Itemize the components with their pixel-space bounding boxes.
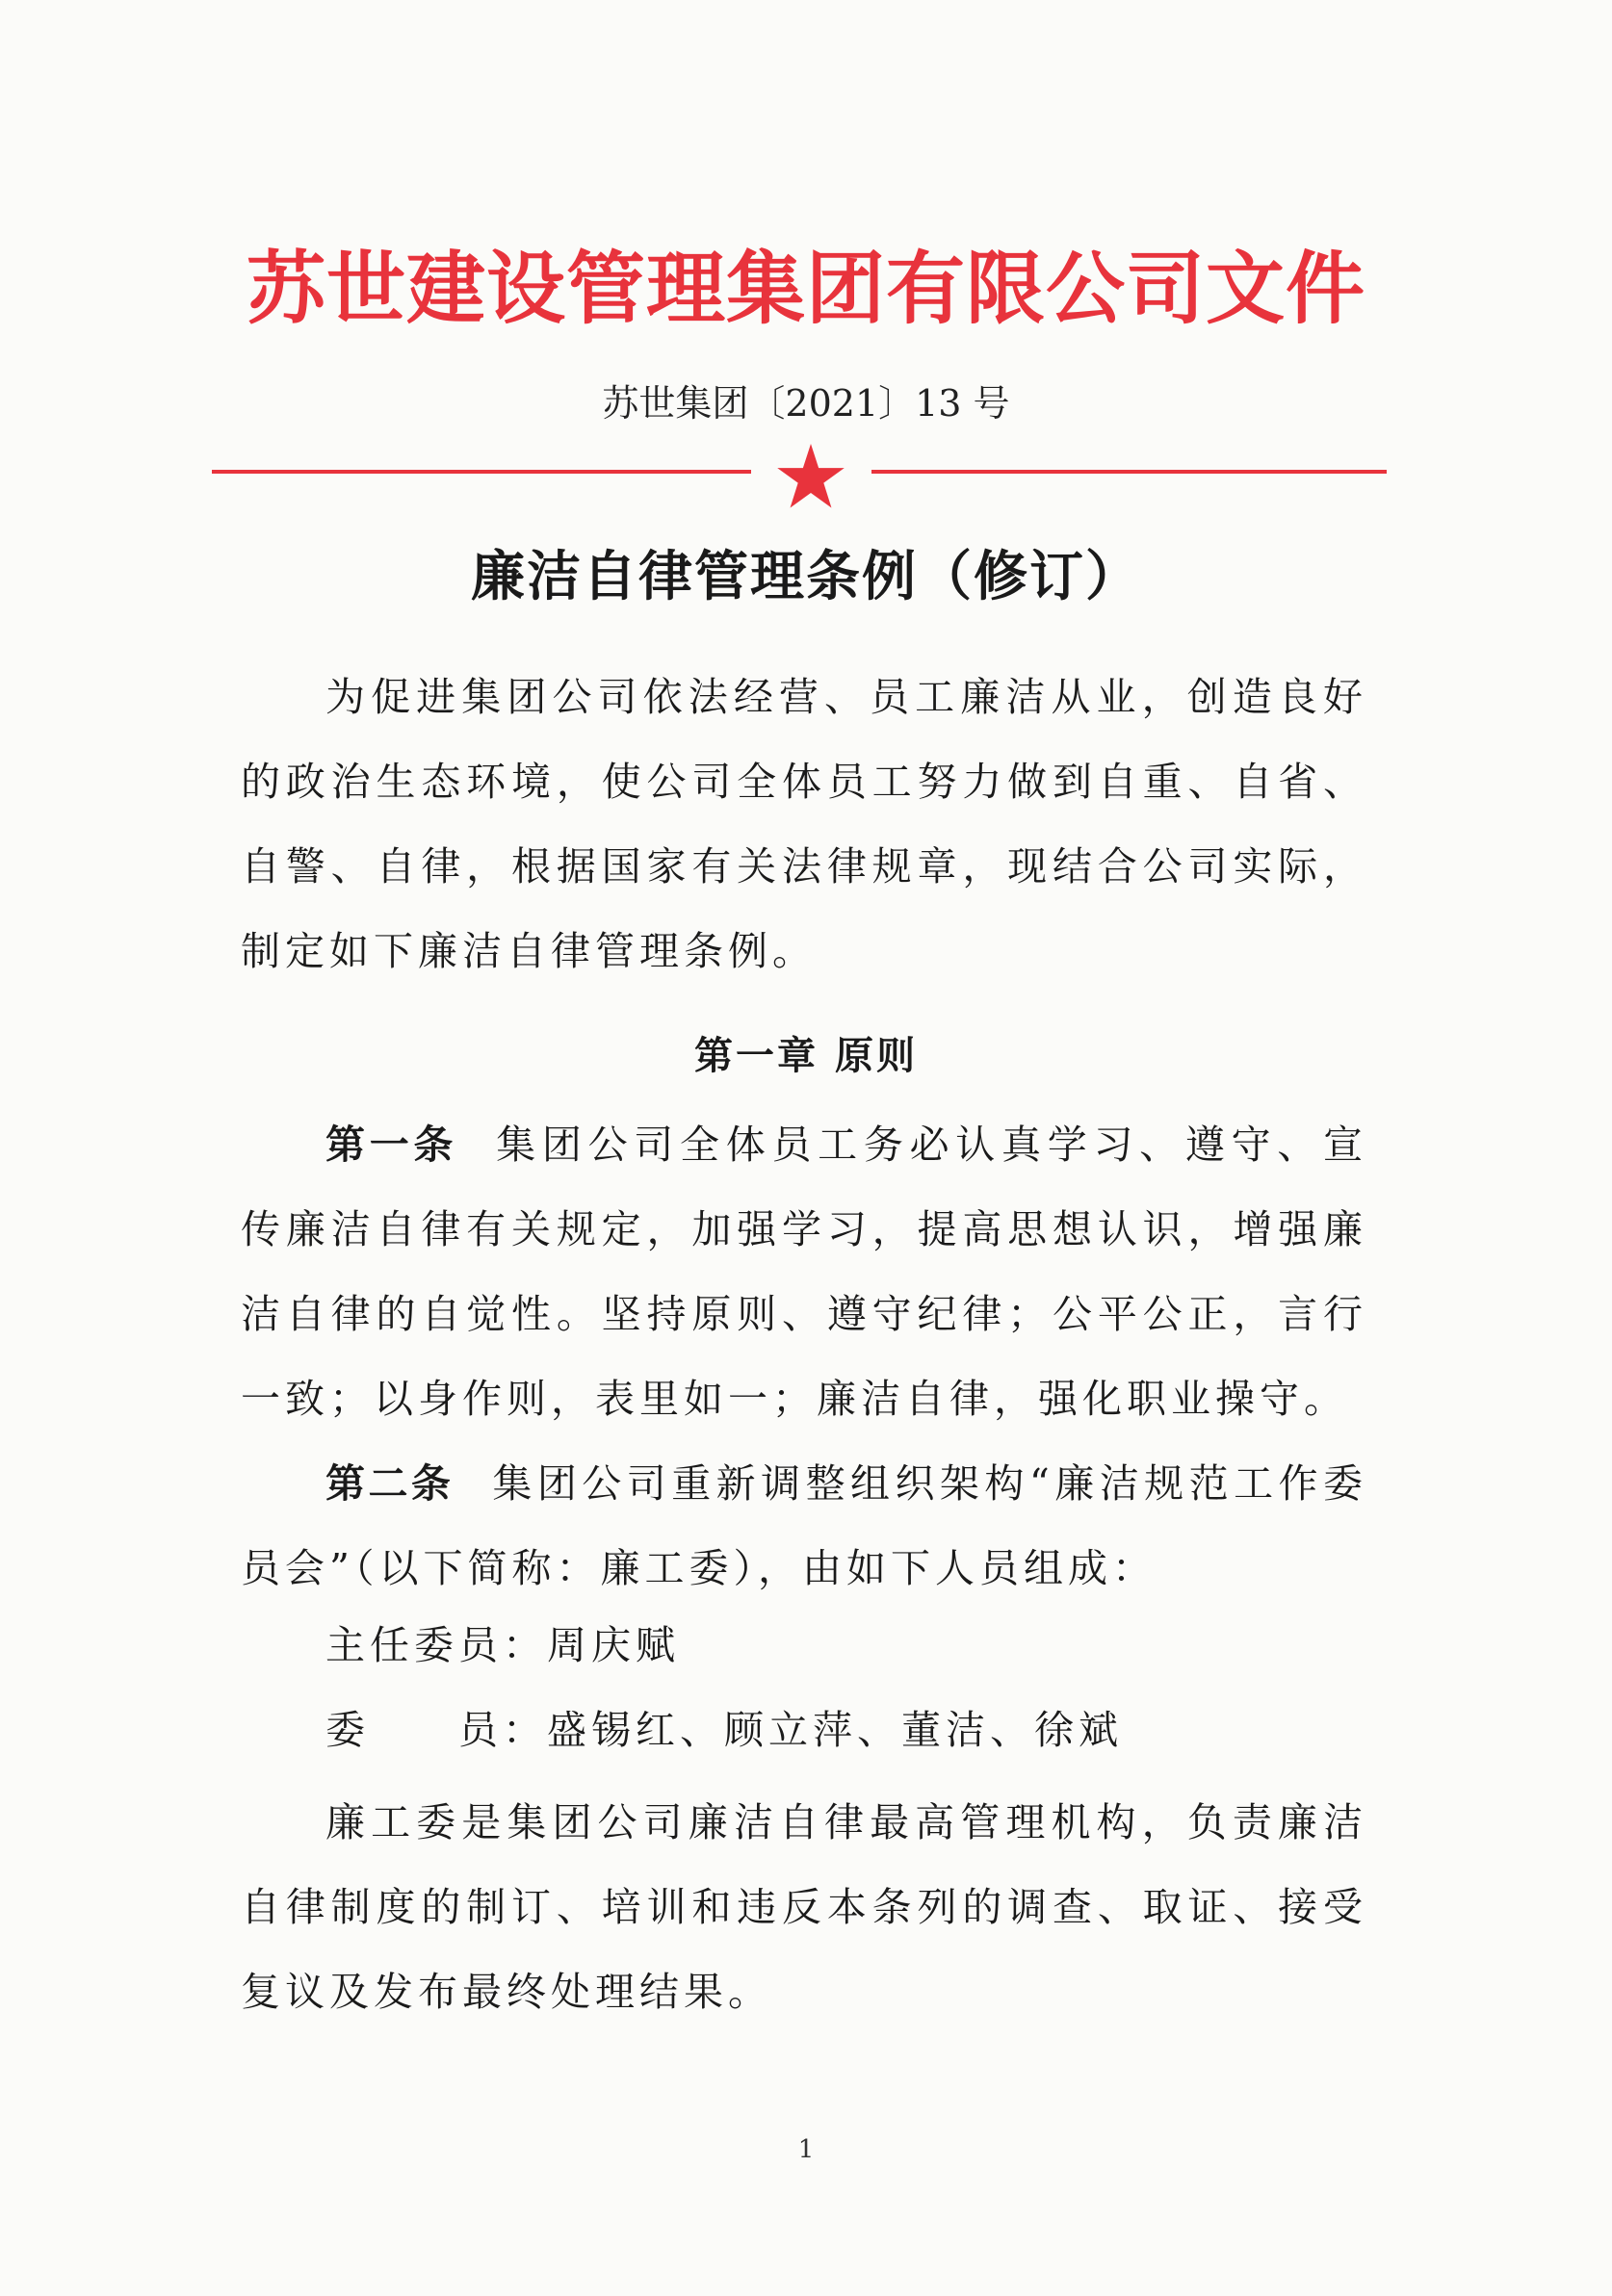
members-names: 盛锡红、顾立萍、董洁、徐斌 (547, 1707, 1123, 1753)
members-line (325, 1698, 1123, 1755)
org-header-title: 苏世建设管理集团有限公司文件 (246, 244, 1365, 335)
document-title: 廉洁自律管理条例（修订） (471, 546, 1141, 608)
article-2-label: 第二条 (325, 1460, 455, 1507)
article-2-closing-paragraph: 廉工委是集团公司廉洁自律最高管理机构，负责廉洁自律制度的制订、培训和违反本条列的调查、取证、接受复议及发布最终处理结果。 (241, 1799, 1367, 2015)
red-star-icon (775, 441, 846, 512)
red-divider-right (871, 470, 1387, 474)
article-1-text: 集团公司全体员工务必认真学习、遵守、宣传廉洁自律有关规定，加强学习，提高思想认识，增强廉洁自律的自觉性。坚持原则、遵守纪律；公平公正，言行一致；以身作则，表里如一；廉洁自律，强化职业操守。 (241, 1122, 1368, 1422)
director-name: 周庆赋 (547, 1622, 680, 1668)
article-2-text: 集团公司重新调整组织架构“廉洁规范工作委员会”（以下简称：廉工委），由如下人员组成： (241, 1460, 1367, 1591)
director-line (325, 1613, 680, 1670)
chapter-heading: 第一章 原则 (694, 1034, 918, 1078)
red-divider-left (212, 470, 751, 474)
members-label: 委 员： (325, 1707, 547, 1753)
preamble-paragraph: 为促进集团公司依法经营、员工廉洁从业，创造良好的政治生态环境，使公司全体员工努力做到自重、自省、自警、自律，根据国家有关法律规章，现结合公司实际，制定如下廉洁自律管理条例。 (241, 674, 1367, 974)
article-2-paragraph (241, 1441, 1367, 1611)
article-1-label: 第一条 (325, 1122, 458, 1168)
article-1-paragraph (241, 1102, 1367, 1441)
document-number: 苏世集团〔2021〕13 号 (602, 382, 1010, 425)
director-label: 主任委员： (325, 1622, 547, 1668)
page-number: 1 (797, 2135, 815, 2164)
